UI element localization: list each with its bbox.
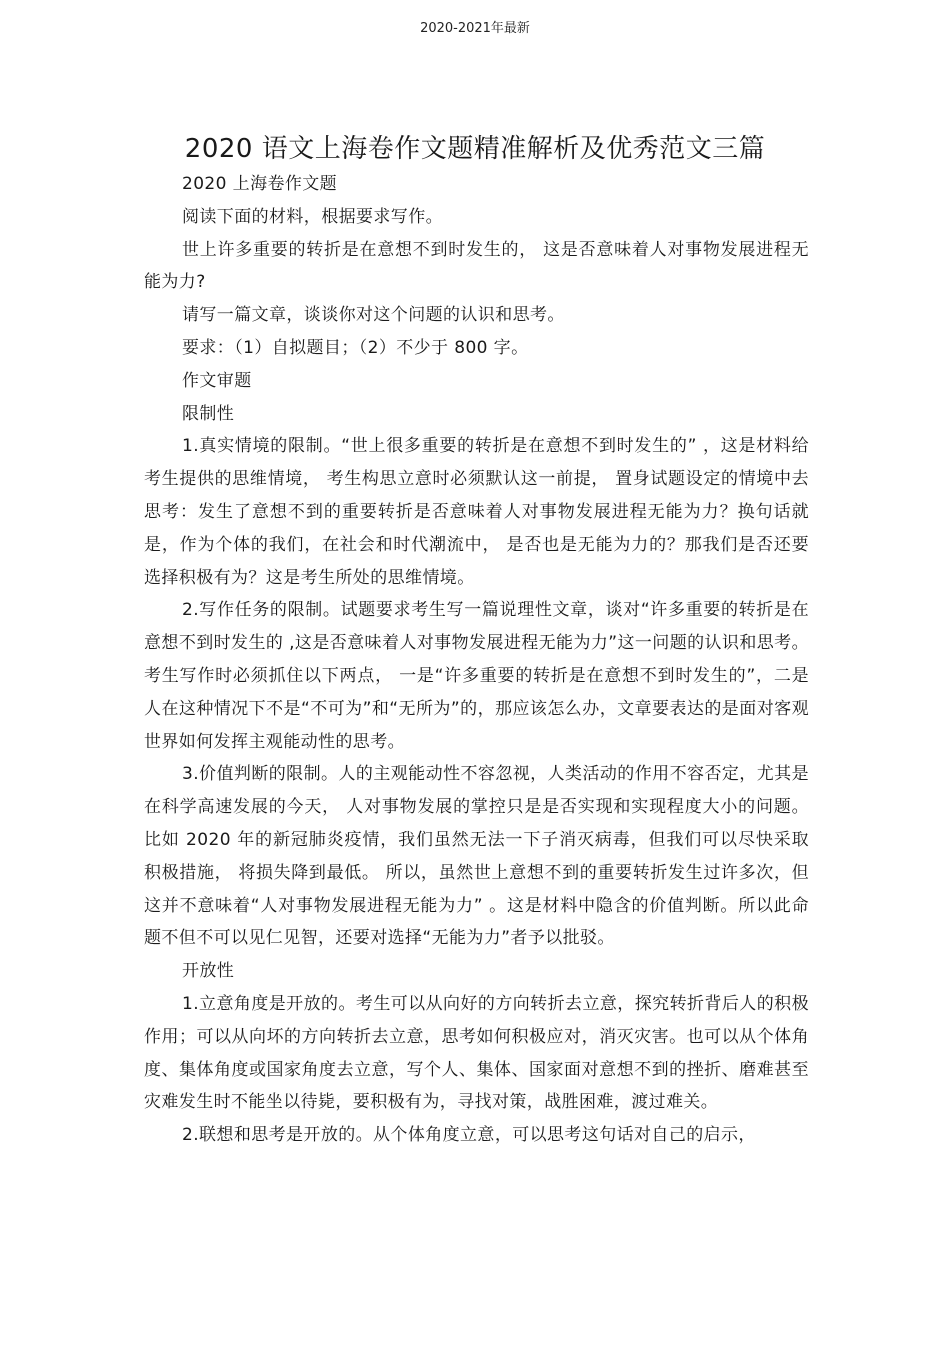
section-heading-openness: 开放性 bbox=[182, 961, 235, 982]
writing-task: 请写一篇文章，谈谈你对这个问题的认识和思考。 bbox=[182, 305, 565, 326]
document-title: 2020 语文上海卷作文题精准解析及优秀范文三篇 bbox=[184, 134, 766, 164]
instruction: 阅读下面的材料，根据要求写作。 bbox=[182, 206, 443, 227]
paragraph-openness-2: 2.联想和思考是开放的。从个体角度立意，可以思考这句话对自己的启示， bbox=[182, 1125, 756, 1146]
subtitle: 2020 上海卷作文题 bbox=[182, 174, 338, 194]
section-heading-analysis: 作文审题 bbox=[182, 370, 252, 391]
paragraph-restriction-2: 2.写作任务的限制。试题要求考生写一篇说理性文章，谈对“许多重要的转折是在意想不到时发生的 ,这是否意味着人对事物发展进程无能为力”这一问题的认识和思考。考生写作时必须抓住以下两点， 一是“许多重要的转折是在意想不到时发生的”，二是人在这种情况下不是“不可为”和“无所为”的，那应该怎么办，文章要表达的是面对客观世界如何发挥主观能动性的思考。 bbox=[144, 600, 809, 752]
section-heading-restrictions: 限制性 bbox=[182, 403, 235, 424]
material-text: 世上许多重要的转折是在意想不到时发生的， 这是否意味着人对事物发展进程无能为力? bbox=[144, 239, 809, 293]
running-header: 2020-2021年最新 bbox=[420, 21, 530, 36]
requirements: 要求：（1）自拟题目；（2）不少于 800 字。 bbox=[182, 337, 529, 358]
paragraph-restriction-3: 3.价值判断的限制。人的主观能动性不容忽视，人类活动的作用不容否定，尤其是在科学高速发展的今天， 人对事物发展的掌控只是是否实现和实现程度大小的问题。比如 2020 年的新冠肺炎疫情，我们虽然无法一下子消灭病毒，但我们可以尽快采取积极措施， 将损失降到最低。 所以，虽然世上意想不到的重要转折发生过许多次，但这并不意味着“人对事物发展进程无能为力” 。这是材料中隐含的价值判断。所以此命题不但不可以见仁见智，还要对选择“无能为力”者予以批驳。 bbox=[144, 764, 809, 949]
paragraph-restriction-1: 1.真实情境的限制。“世上很多重要的转折是在意想不到时发生的” ，这是材料给考生提供的思维情境， 考生构思立意时必须默认这一前提， 置身试题设定的情境中去思考：发生了意想不到的重要转折是否意味着人对事物发展进程无能为力？换句话就是，作为个体的我们，在社会和时代潮流中， 是否也是无能为力的？那我们是否还要选择积极有为？这是考生所处的思维情境。 bbox=[144, 436, 809, 588]
document-body bbox=[144, 168, 809, 1152]
paragraph-openness-1: 1.立意角度是开放的。考生可以从向好的方向转折去立意，探究转折背后人的积极作用；可以从向坏的方向转折去立意，思考如何积极应对，消灭灾害。也可以从个体角度、集体角度或国家角度去立意，写个人、集体、国家面对意想不到的挫折、磨难甚至灾难发生时不能坐以待毙，要积极有为，寻找对策，战胜困难，渡过难关。 bbox=[144, 993, 809, 1113]
